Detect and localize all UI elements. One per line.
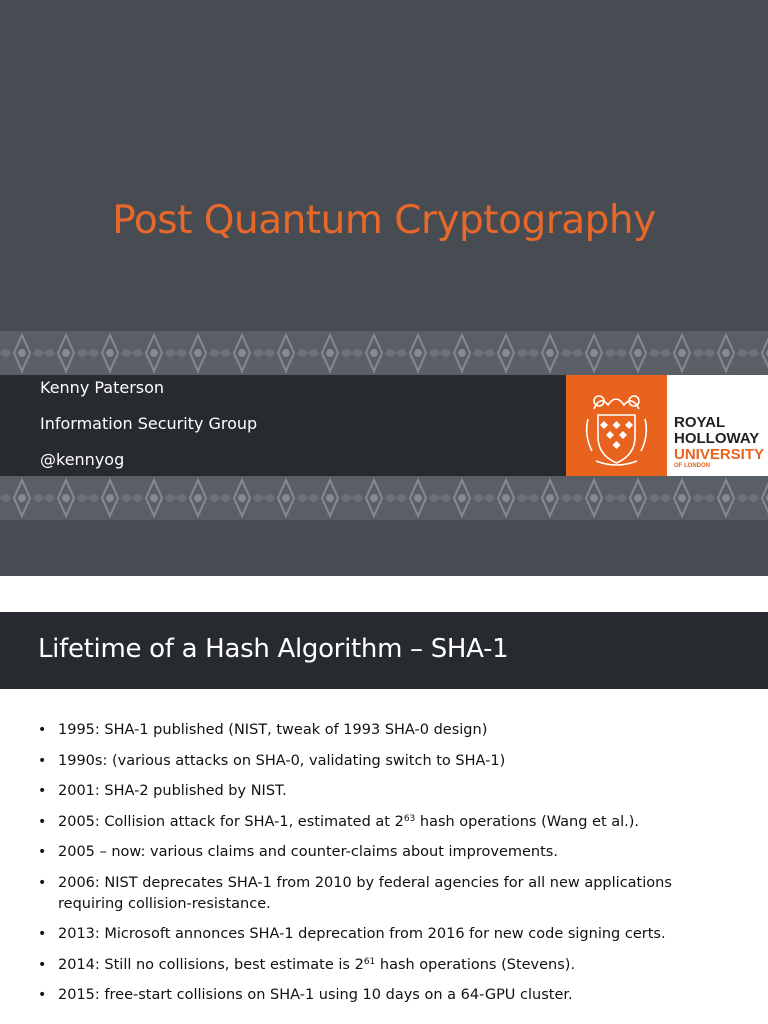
bullet-dot: • <box>38 813 47 830</box>
logo-line-holloway: HOLLOWAY <box>674 430 760 447</box>
bullet-text: 2006: NIST deprecates SHA-1 from 2010 by federal agencies for all new applications requiring collision-resistance. <box>58 874 672 912</box>
logo-line-royal: ROYAL <box>674 414 726 431</box>
bullet-dot: • <box>38 956 47 973</box>
bullet-dot: • <box>38 987 47 1003</box>
bullet-item <box>0 985 768 1006</box>
decorative-pattern-top <box>0 331 768 375</box>
bullet-item <box>0 924 768 945</box>
bullet-dot: • <box>38 874 47 891</box>
bullet-text: 1990s: (various attacks on SHA-0, validating switch to SHA-1) <box>58 752 506 769</box>
bullet-item <box>0 751 768 772</box>
bullet-text: 2015: free-start collisions on SHA-1 using 10 days on a 64-GPU cluster. <box>58 987 573 1003</box>
bullet-list <box>0 720 768 1016</box>
bullet-item <box>0 873 768 915</box>
crest-icon <box>566 375 667 476</box>
bullet-text: 2005 – now: various claims and counter-claims about improvements. <box>58 844 558 860</box>
bullet-item <box>0 955 768 976</box>
bullet-text-tail: hash operations (Stevens). <box>375 956 576 973</box>
exponent: 63 <box>403 813 416 824</box>
bullet-dot: • <box>38 722 47 738</box>
bullet-text: 2013: Microsoft annonces SHA-1 deprecation from 2016 for new code signing certs. <box>58 926 666 942</box>
bullet-text: 2014: Still no collisions, best estimate is 2 <box>58 956 364 973</box>
bullet-item <box>0 842 768 863</box>
slide-heading: Lifetime of a Hash Algorithm – SHA-1 <box>38 634 509 664</box>
bullet-text: 2005: Collision attack for SHA-1, estimated at 2 <box>58 813 404 830</box>
slide-header <box>0 612 768 689</box>
bullet-item <box>0 812 768 833</box>
author-group: Information Security Group <box>40 414 258 433</box>
bullet-item <box>0 781 768 802</box>
exponent: 61 <box>363 956 376 967</box>
bullet-dot: • <box>38 926 47 942</box>
university-logo <box>566 375 768 476</box>
logo-line-of-london: OF LONDON <box>674 463 710 469</box>
bullet-text: 2001: SHA-2 published by NIST. <box>58 783 287 799</box>
logo-line-university: UNIVERSITY <box>674 446 765 463</box>
bullet-text-tail: hash operations (Wang et al.). <box>415 813 640 830</box>
author-name: Kenny Paterson <box>40 378 165 397</box>
bullet-item <box>0 720 768 741</box>
decorative-pattern-bottom <box>0 476 768 520</box>
bullet-dot: • <box>38 844 47 860</box>
bullet-dot: • <box>38 752 47 769</box>
slide-title: Post Quantum Cryptography <box>112 198 656 243</box>
bullet-text: 1995: SHA-1 published (NIST, tweak of 1993 SHA-0 design) <box>58 722 488 738</box>
author-handle: @kennyog <box>40 450 125 469</box>
bullet-dot: • <box>38 783 47 799</box>
